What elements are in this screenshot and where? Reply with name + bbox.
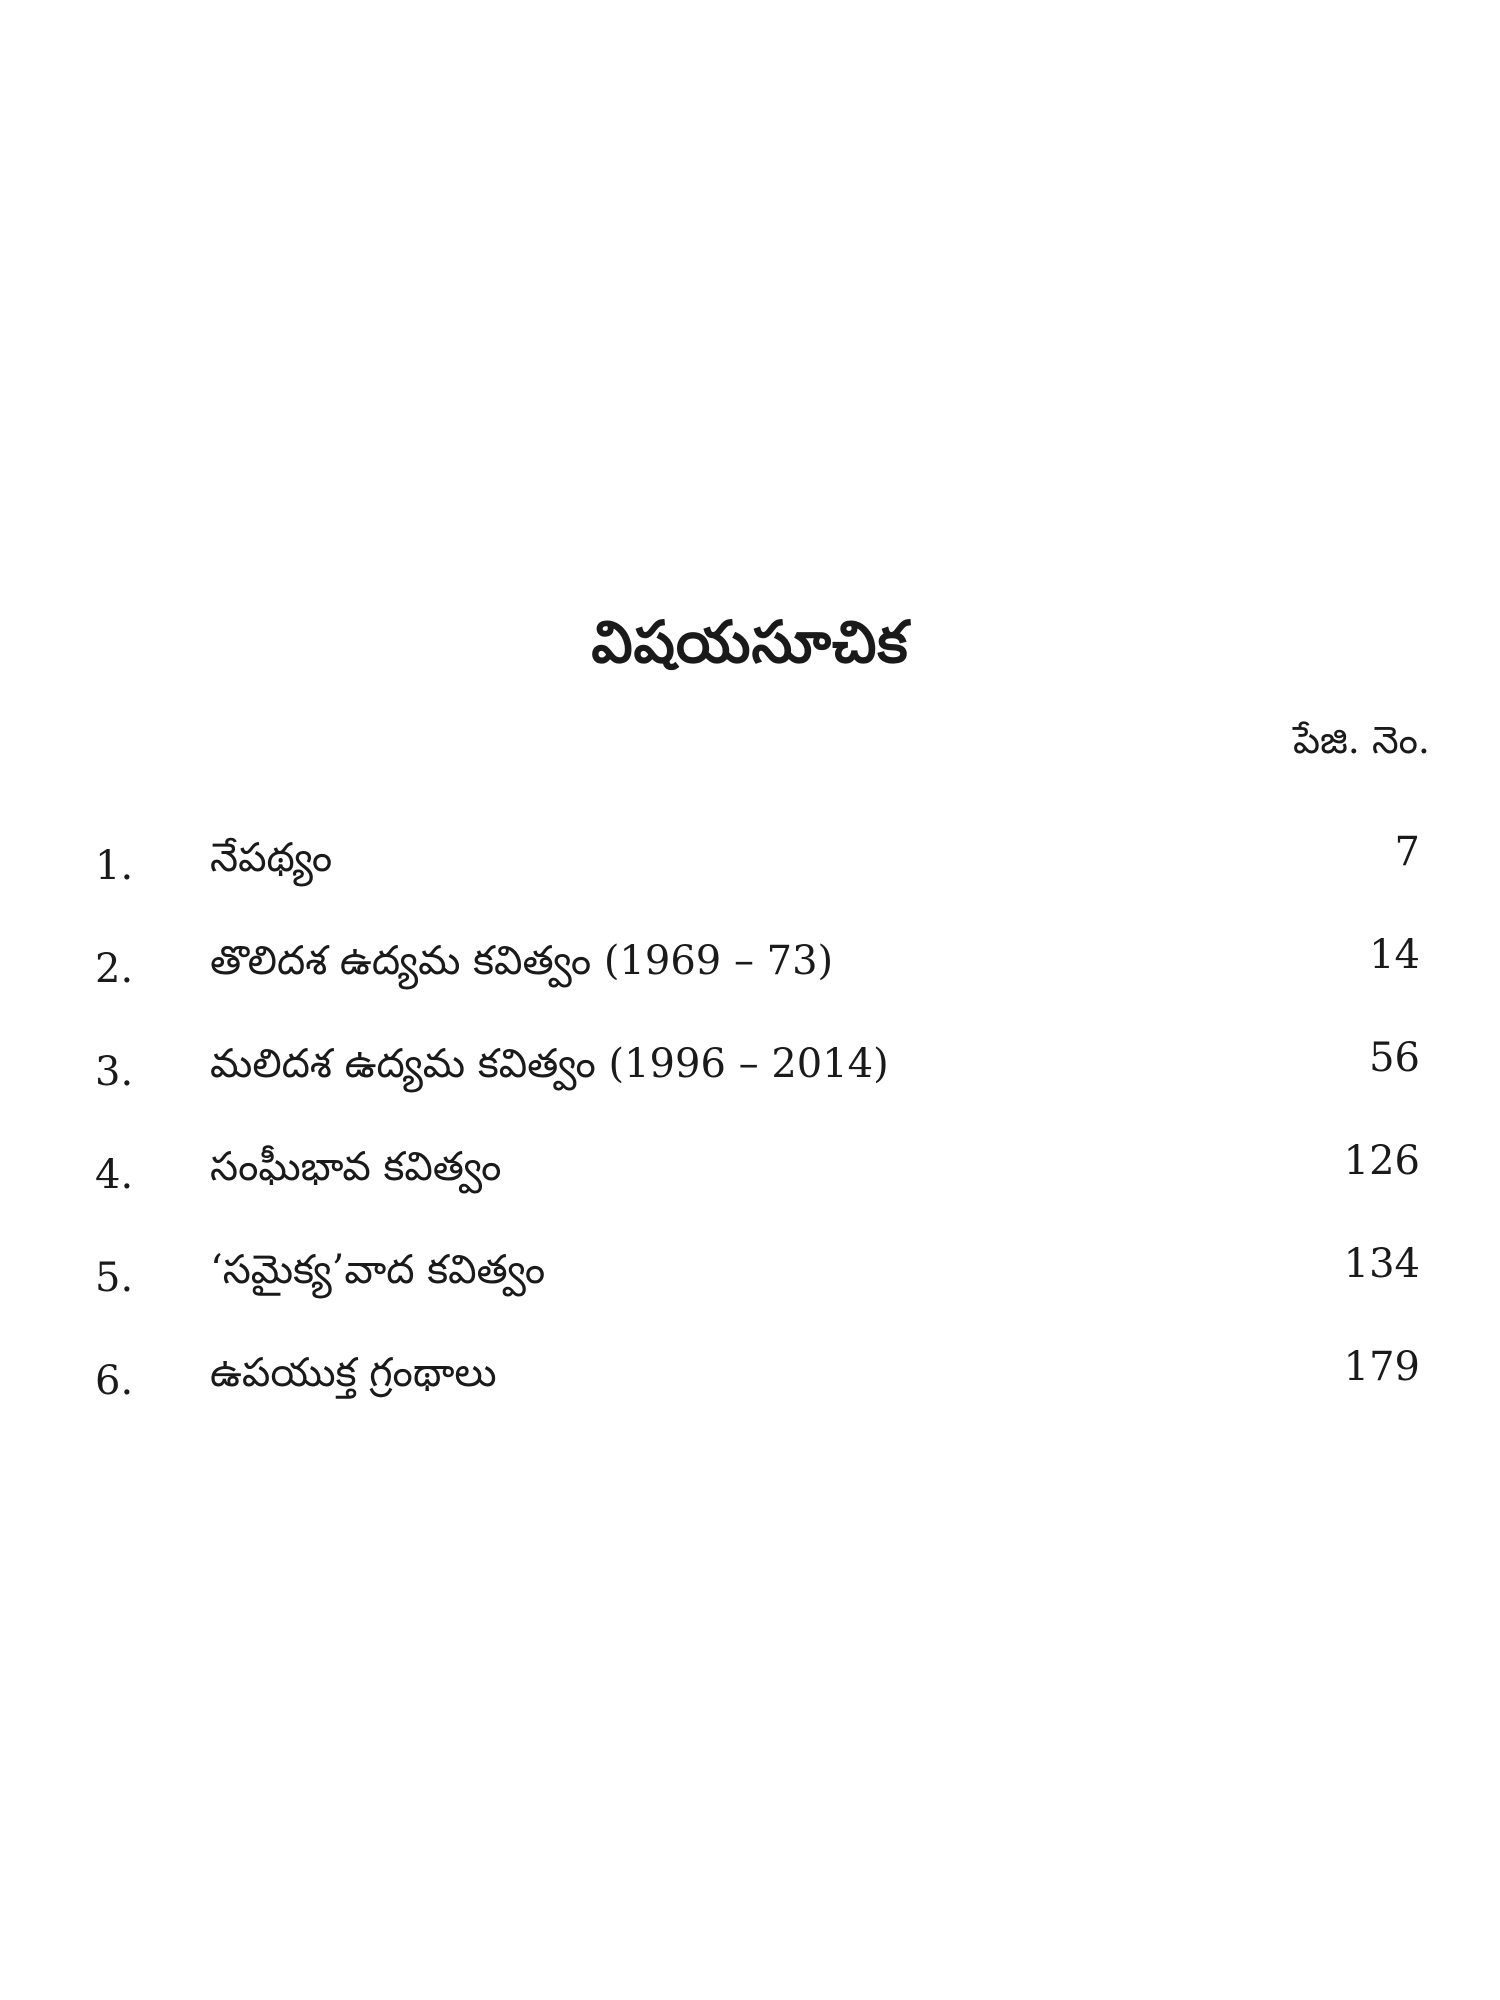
toc-entry-number: 5. [95,1255,134,1301]
toc-entry-page: 134 [1343,1241,1420,1287]
toc-entry [95,928,1420,1031]
toc-entry-title: తొలిదశ ఉద్యమ కవిత్వం (1969 – 73) [210,938,834,984]
toc-entry-number: 2. [95,946,134,992]
page-title: విషయసూచిక [591,608,909,676]
toc-entry-number: 3. [95,1049,134,1095]
toc-entry [95,825,1420,928]
toc-entry-page: 14 [1369,932,1420,978]
toc-entry-title: ‘సమైక్య’వాద కవిత్వం [210,1247,546,1293]
toc-entry-page: 56 [1369,1035,1420,1081]
page-number-column-header: పేజి. నెం. [1293,718,1430,762]
toc-entry-page: 179 [1343,1344,1420,1390]
table-of-contents [95,825,1420,1443]
toc-entry-number: 1. [95,843,134,889]
toc-entry [95,1237,1420,1340]
toc-entry-title: సంఘీభావ కవిత్వం [210,1144,502,1190]
toc-entry-page: 7 [1394,829,1420,875]
toc-entry-page: 126 [1343,1138,1420,1184]
toc-entry [95,1031,1420,1134]
toc-entry-title: నేపథ్యం [210,835,333,881]
toc-entry-number: 6. [95,1358,134,1404]
toc-entry [95,1340,1420,1443]
toc-entry-title: మలిదశ ఉద్యమ కవిత్వం (1996 – 2014) [210,1041,889,1087]
toc-entry-number: 4. [95,1152,134,1198]
toc-entry [95,1134,1420,1237]
toc-entry-title: ఉపయుక్త గ్రంథాలు [210,1350,497,1396]
